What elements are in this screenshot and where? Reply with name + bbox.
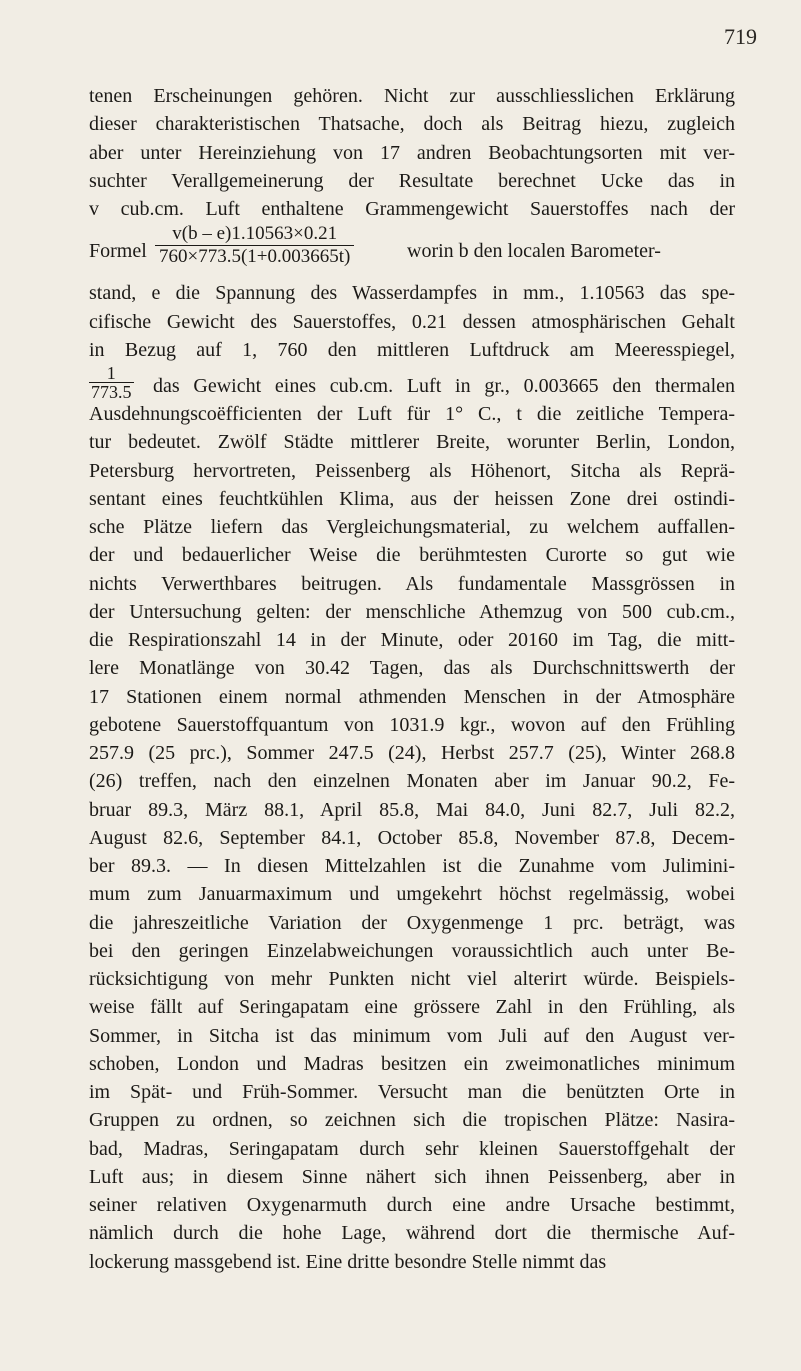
fraction-denominator: 773.5 (91, 382, 132, 402)
text-line: nichts Verwerthbares beitrugen. Als fundamentale Massgrössen in (89, 572, 735, 595)
text-line: seiner relativen Oxygenarmuth durch eine andre Ursache bestimmt, (89, 1194, 735, 1216)
text-line: im Spät- und Früh-Sommer. Versucht man die benützten Orte in (89, 1081, 735, 1103)
text-line: bruar 89.3, März 88.1, April 85.8, Mai 84.0, Juni 82.7, Juli 82.2, (89, 798, 735, 821)
paragraph-intro (89, 82, 735, 223)
text-line: schoben, London und Madras besitzen ein zweimonatliches minimum (89, 1052, 735, 1075)
text-line: bad, Madras, Seringapatam durch sehr kleinen Sauerstoffgehalt der (89, 1137, 735, 1160)
text-line: Luft aus; in diesem Sinne nähert sich ihnen Peissenberg, aber in (89, 1165, 735, 1188)
text-line: gebotene Sauerstoffquantum von 1031.9 kgr., wovon auf den Frühling (89, 713, 735, 736)
text-line: 257.9 (25 prc.), Sommer 247.5 (24), Herbst 257.7 (25), Winter 268.8 (89, 742, 735, 764)
text-line: v cub.cm. Luft enthaltene Grammengewicht Sauerstoffes nach der (89, 198, 735, 220)
text-line: dieser charakteristischen Thatsache, doch als Beitrag hiezu, zugleich (89, 113, 735, 136)
text-line: Sommer, in Sitcha ist das minimum vom Juli auf den August ver- (89, 1024, 735, 1047)
text-line: tur bedeutet. Zwölf Städte mittlerer Breite, worunter Berlin, London, (89, 431, 735, 454)
text-line: lockerung massgebend ist. Eine dritte besondre Stelle nimmt das (89, 1250, 607, 1273)
fraction-explanation: das Gewicht eines cub.cm. Luft in gr., 0.003665 den thermalen (153, 375, 735, 397)
fraction-line (89, 364, 735, 400)
text-line: der und bedauerlicher Weise die berühmtesten Curorte so gut wie (89, 544, 735, 567)
text-line: rücksichtigung von mehr Punkten nicht viel alterirt würde. Beispiels- (89, 968, 735, 990)
text-line: Petersburg hervortreten, Peissenberg als Höhenort, Sitcha als Reprä- (89, 459, 735, 482)
text-line: in Bezug auf 1, 760 den mittleren Luftdruck am Meeresspiegel, (89, 338, 735, 361)
formula-label: Formel (89, 240, 147, 263)
text-line: der Untersuchung gelten: der menschliche Athemzug von 500 cub.cm., (89, 600, 735, 623)
text-line: (26) treffen, nach den einzelnen Monaten aber im Januar 90.2, Fe- (89, 770, 735, 793)
paragraph-main (89, 400, 735, 1276)
text-line: aber unter Hereinziehung von 17 andren Beobachtungsorten mit ver- (89, 141, 735, 164)
text-line: die Respirationszahl 14 in der Minute, oder 20160 im Tag, die mitt- (89, 629, 735, 651)
formula-line (89, 223, 735, 279)
page-number: 719 (724, 24, 757, 49)
text-line: stand, e die Spannung des Wasserdampfes in mm., 1.10563 das spe- (89, 282, 735, 305)
text-line: Gruppen zu ordnen, so zeichnen sich die tropischen Plätze: Nasira- (89, 1109, 735, 1132)
text-line: August 82.6, September 84.1, October 85.8, November 87.8, Decem- (89, 826, 735, 849)
text-line: sche Plätze liefern das Vergleichungsmaterial, zu welchem auffallen- (89, 516, 735, 538)
text-line: ber 89.3. — In diesen Mittelzahlen ist die Zunahme vom Julimini- (89, 855, 735, 877)
fraction-numerator: 1 (106, 363, 116, 383)
text-line: die jahreszeitliche Variation der Oxygenmenge 1 prc. beträgt, was (89, 911, 735, 934)
text-line: Ausdehnungscoëfficienten der Luft für 1° C., t die zeitliche Tempera- (89, 403, 735, 425)
formula-numerator: v(b – e)1.10563×0.21 (172, 223, 338, 245)
text-line: nämlich durch die hohe Lage, während dort die thermische Auf- (89, 1222, 735, 1245)
paragraph-formula-terms (89, 279, 735, 364)
air-weight-fraction (89, 364, 134, 401)
formula-denominator: 760×773.5(1+0.003665t) (155, 245, 354, 268)
formula-fraction (155, 223, 354, 268)
formula-explanation: worin b den localen Barometer- (407, 240, 661, 263)
text-line: 17 Stationen einem normal athmenden Menschen in der Atmosphäre (89, 685, 735, 708)
text-line: suchter Verallgemeinerung der Resultate berechnet Ucke das in (89, 169, 735, 192)
text-line: tenen Erscheinungen gehören. Nicht zur ausschliesslichen Erklärung (89, 85, 735, 107)
body-text (89, 82, 735, 1276)
text-line: lere Monatlänge von 30.42 Tagen, das als Durchschnittswerth der (89, 657, 735, 680)
text-line: weise fällt auf Seringapatam eine grössere Zahl in den Frühling, als (89, 996, 735, 1019)
text-line: cifische Gewicht des Sauerstoffes, 0.21 dessen atmosphärischen Gehalt (89, 310, 735, 333)
text-line: bei den geringen Einzelabweichungen voraussichtlich auch unter Be- (89, 939, 735, 962)
text-line: sentant eines feuchtkühlen Klima, aus der heissen Zone drei ostindi- (89, 487, 735, 510)
text-line: mum zum Januarmaximum und umgekehrt höchst regelmässig, wobei (89, 883, 735, 906)
